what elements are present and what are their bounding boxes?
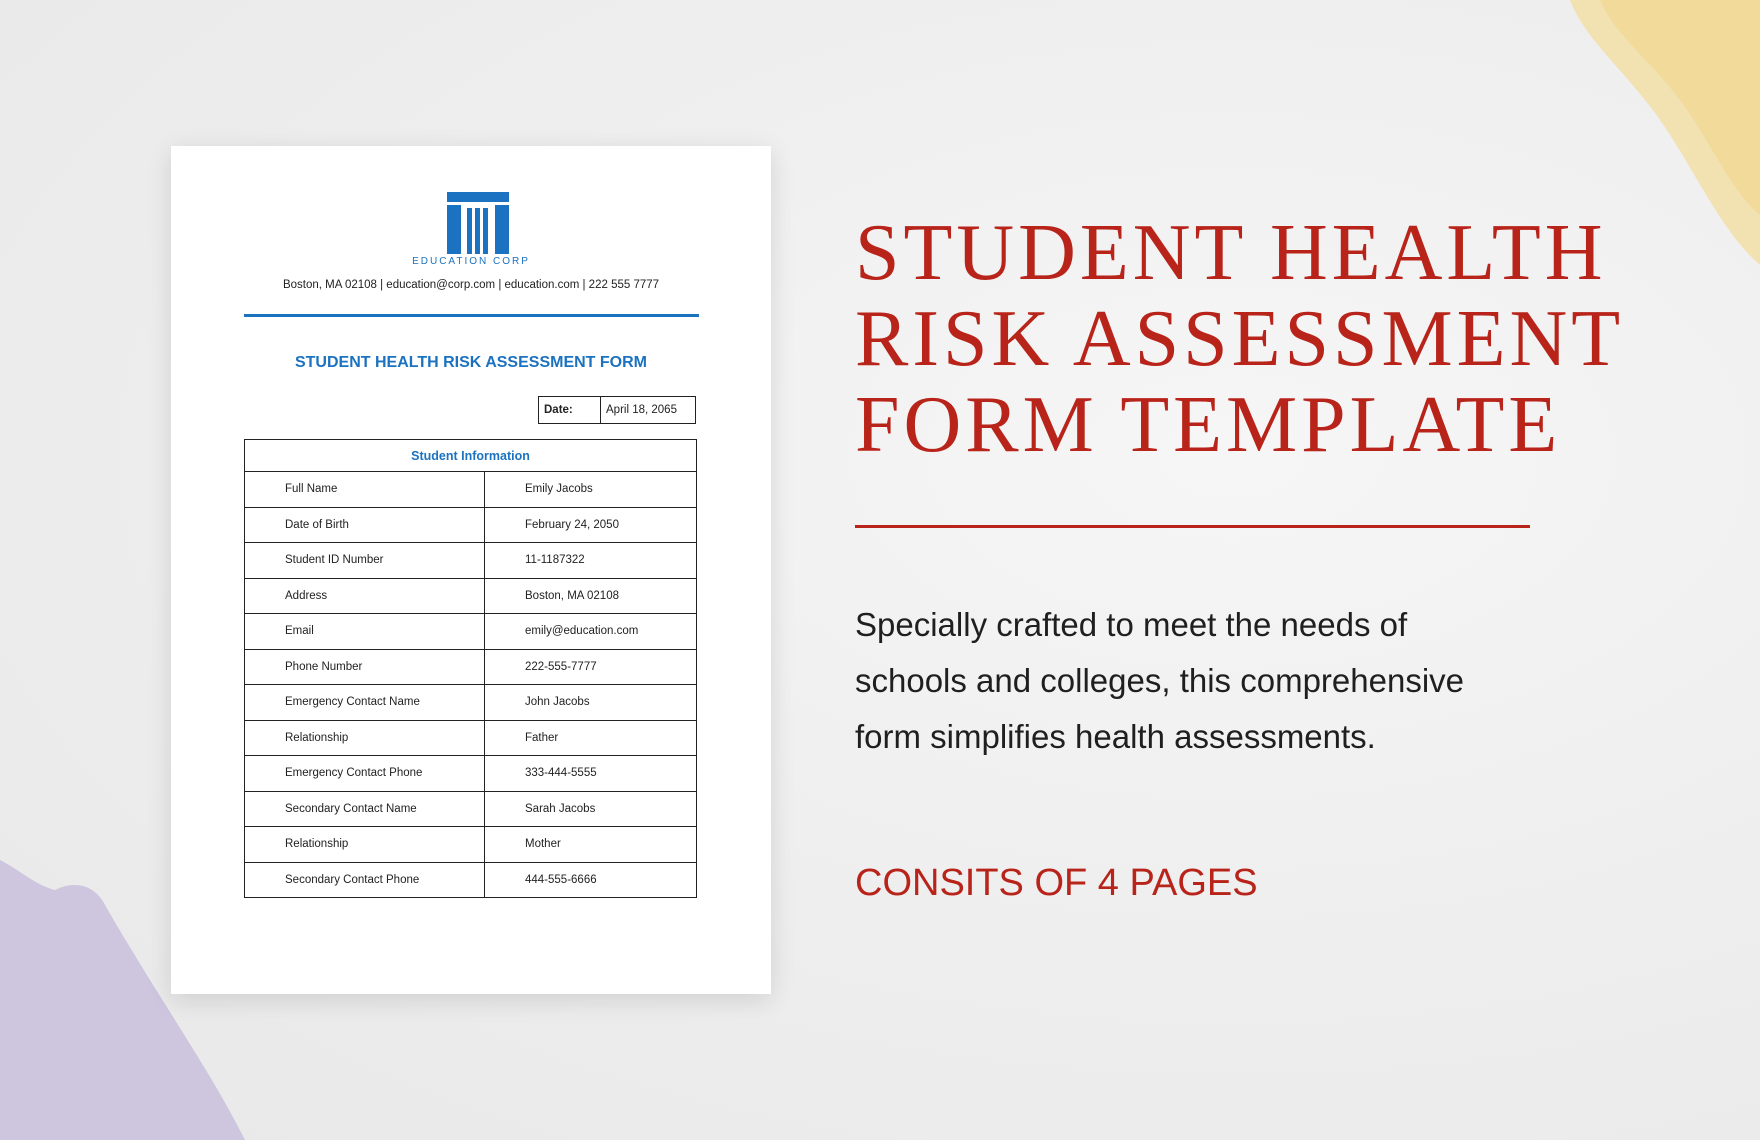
hero-description-line: schools and colleges, this comprehensive (855, 662, 1465, 699)
row-label: Secondary Contact Name (245, 791, 485, 827)
row-value: Father (485, 720, 697, 756)
student-information-table (244, 439, 697, 898)
table-row (245, 649, 697, 685)
row-label: Relationship (245, 720, 485, 756)
row-label: Relationship (245, 827, 485, 863)
row-value: emily@education.com (485, 614, 697, 650)
table-row (245, 543, 697, 579)
form-title: STUDENT HEALTH RISK ASSESSMENT FORM (294, 354, 647, 371)
hero-description-line: Specially crafted to meet the needs of (855, 606, 1408, 643)
row-label: Emergency Contact Name (245, 685, 485, 721)
row-label: Address (245, 578, 485, 614)
row-value: Sarah Jacobs (485, 791, 697, 827)
contact-line: Boston, MA 02108 | education@corp.com | education.com | 222 555 7777 (282, 279, 660, 291)
hero-divider (855, 525, 1530, 528)
row-label: Email (245, 614, 485, 650)
form-preview-document (171, 146, 771, 994)
hero-title-line: RISK ASSESSMENT (855, 295, 1625, 383)
row-label: Student ID Number (245, 543, 485, 579)
row-value: Boston, MA 02108 (485, 578, 697, 614)
row-label: Full Name (245, 472, 485, 508)
table-row (245, 472, 697, 508)
logo-text: EDUCATION CORP (412, 256, 530, 267)
row-value: 444-555-6666 (485, 862, 697, 898)
hero-title-line: FORM TEMPLATE (855, 381, 1562, 469)
table-row (245, 791, 697, 827)
table-row (245, 827, 697, 863)
table-row (245, 862, 697, 898)
row-value: February 24, 2050 (485, 507, 697, 543)
table-row (245, 685, 697, 721)
table-row (245, 507, 697, 543)
hero-description (855, 597, 1555, 765)
date-label: Date: (539, 397, 601, 423)
table-row (245, 756, 697, 792)
hero-title-line: STUDENT HEALTH (855, 209, 1607, 297)
table-row (245, 578, 697, 614)
pages-note: CONSITS OF 4 PAGES (855, 862, 1258, 904)
row-value: John Jacobs (485, 685, 697, 721)
hero-title (855, 210, 1715, 468)
date-box (538, 396, 696, 424)
hero-description-line: form simplifies health assessments. (855, 718, 1376, 755)
row-value: 333-444-5555 (485, 756, 697, 792)
table-row (245, 614, 697, 650)
table-header: Student Information (245, 440, 697, 472)
row-value: Mother (485, 827, 697, 863)
header-divider (244, 314, 699, 317)
row-label: Emergency Contact Phone (245, 756, 485, 792)
row-label: Secondary Contact Phone (245, 862, 485, 898)
row-value: 11-1187322 (485, 543, 697, 579)
row-value: 222-555-7777 (485, 649, 697, 685)
row-label: Date of Birth (245, 507, 485, 543)
row-label: Phone Number (245, 649, 485, 685)
education-corp-logo-icon (447, 192, 509, 254)
row-value: Emily Jacobs (485, 472, 697, 508)
date-value: April 18, 2065 (606, 404, 677, 416)
table-row (245, 720, 697, 756)
